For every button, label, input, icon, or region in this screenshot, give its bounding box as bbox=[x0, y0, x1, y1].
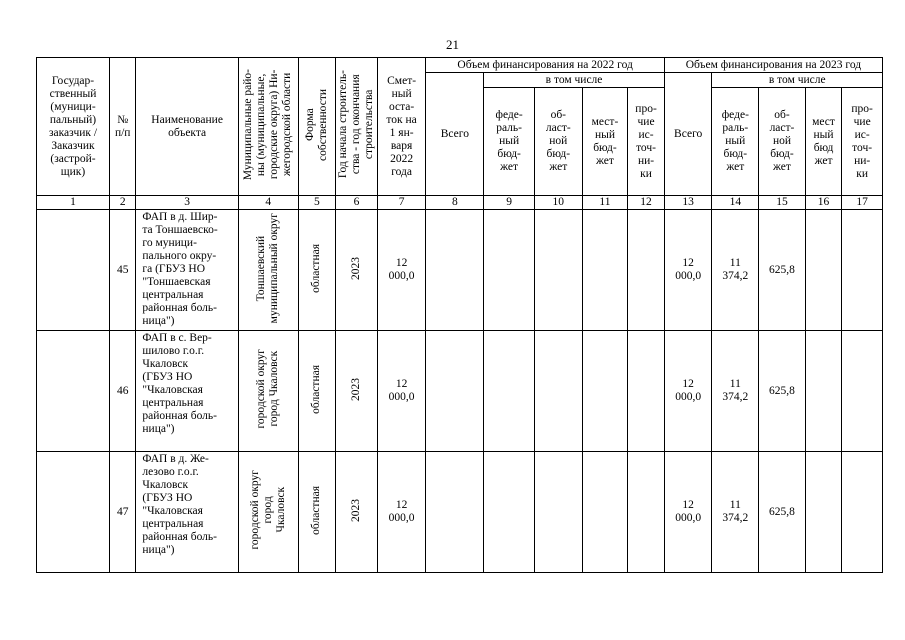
header-including-2022: в том числе bbox=[484, 73, 665, 88]
table-row bbox=[37, 452, 883, 573]
cell-municipality: Тоншаевский муниципальный округ bbox=[238, 210, 298, 331]
cell-other-2022 bbox=[628, 210, 665, 331]
col-number: 4 bbox=[238, 196, 298, 210]
col-number: 8 bbox=[426, 196, 484, 210]
header-fin-2023: Объем финансирования на 2023 год bbox=[664, 58, 882, 73]
cell-ownership: областная bbox=[298, 210, 336, 331]
cell-local-2023 bbox=[805, 452, 842, 573]
cell-year: 2023 bbox=[336, 210, 378, 331]
cell-ownership: областная bbox=[298, 331, 336, 452]
header-other-2023: про- чие ис- точ- ни- ки bbox=[842, 88, 883, 196]
cell-other-2023 bbox=[842, 452, 883, 573]
cell-estimate: 12 000,0 bbox=[377, 331, 426, 452]
col-number: 1 bbox=[37, 196, 110, 210]
cell-local-2022 bbox=[582, 331, 628, 452]
header-regional-2023: об- ласт- ной бюд- жет bbox=[759, 88, 806, 196]
header-local-2022: мест- ный бюд- жет bbox=[582, 88, 628, 196]
cell-year: 2023 bbox=[336, 331, 378, 452]
cell-object-name: ФАП в д. Же- лезово г.о.г. Чкаловск (ГБУЗ НО "Чкаловская центральная районная боль- ница") bbox=[136, 452, 238, 573]
header-local-2023: мест ный бюд жет bbox=[805, 88, 842, 196]
header-total-2022: Всего bbox=[426, 73, 484, 196]
cell-estimate: 12 000,0 bbox=[377, 452, 426, 573]
col-number: 3 bbox=[136, 196, 238, 210]
cell-customer bbox=[37, 331, 110, 452]
table-row bbox=[37, 331, 883, 452]
cell-regional-2022 bbox=[534, 331, 582, 452]
cell-num: 46 bbox=[110, 331, 136, 452]
cell-other-2023 bbox=[842, 210, 883, 331]
cell-customer bbox=[37, 210, 110, 331]
cell-regional-2023: 625,8 bbox=[759, 452, 806, 573]
cell-object-name: ФАП в с. Вер- шилово г.о.г. Чкаловск (ГБУЗ НО "Чкаловская центральная районная боль- ница") bbox=[136, 331, 238, 452]
cell-other-2022 bbox=[628, 452, 665, 573]
col-number: 7 bbox=[377, 196, 426, 210]
header-fin-2022: Объем финансирования на 2022 год bbox=[426, 58, 664, 73]
cell-total-2023: 12 000,0 bbox=[664, 452, 712, 573]
col-number: 15 bbox=[759, 196, 806, 210]
cell-year: 2023 bbox=[336, 452, 378, 573]
col-number: 14 bbox=[712, 196, 759, 210]
header-total-2023: Всего bbox=[664, 73, 712, 196]
cell-regional-2022 bbox=[534, 452, 582, 573]
cell-local-2023 bbox=[805, 331, 842, 452]
cell-local-2022 bbox=[582, 210, 628, 331]
col-number: 10 bbox=[534, 196, 582, 210]
table-row bbox=[37, 210, 883, 331]
col-number: 9 bbox=[484, 196, 535, 210]
header-ownership: Форма собственности bbox=[298, 58, 336, 196]
cell-ownership: областная bbox=[298, 452, 336, 573]
col-number: 11 bbox=[582, 196, 628, 210]
cell-num: 47 bbox=[110, 452, 136, 573]
cell-municipality: городской округ город Чкаловск bbox=[238, 452, 298, 573]
col-number: 6 bbox=[336, 196, 378, 210]
cell-other-2022 bbox=[628, 331, 665, 452]
cell-local-2022 bbox=[582, 452, 628, 573]
cell-total-2022 bbox=[426, 452, 484, 573]
cell-total-2022 bbox=[426, 331, 484, 452]
header-num: № п/п bbox=[110, 58, 136, 196]
header-federal-2022: феде- раль- ный бюд- жет bbox=[484, 88, 535, 196]
cell-estimate: 12 000,0 bbox=[377, 210, 426, 331]
col-number: 2 bbox=[110, 196, 136, 210]
col-number: 13 bbox=[664, 196, 712, 210]
col-number: 12 bbox=[628, 196, 665, 210]
col-number: 5 bbox=[298, 196, 336, 210]
header-regional-2022: об- ласт- ной бюд- жет bbox=[534, 88, 582, 196]
cell-object-name: ФАП в д. Шир- та Тоншаевско- го муници- пального окру- га (ГБУЗ НО "Тоншаевская центральная районная боль- ница") bbox=[136, 210, 238, 331]
col-number: 16 bbox=[805, 196, 842, 210]
cell-federal-2022 bbox=[484, 331, 535, 452]
cell-federal-2022 bbox=[484, 452, 535, 573]
cell-regional-2022 bbox=[534, 210, 582, 331]
cell-regional-2023: 625,8 bbox=[759, 210, 806, 331]
cell-num: 45 bbox=[110, 210, 136, 331]
cell-local-2023 bbox=[805, 210, 842, 331]
header-including-2023: в том числе bbox=[712, 73, 883, 88]
cell-federal-2023: 11 374,2 bbox=[712, 331, 759, 452]
cell-federal-2022 bbox=[484, 210, 535, 331]
cell-municipality: городской округ город Чкаловск bbox=[238, 331, 298, 452]
header-object-name: Наименование объекта bbox=[136, 58, 238, 196]
header-customer: Государ- ственный (муници- пальный) заказчик / Заказчик (застрой- щик) bbox=[37, 58, 110, 196]
cell-total-2023: 12 000,0 bbox=[664, 331, 712, 452]
financing-table bbox=[36, 57, 883, 573]
header-municipality: Муниципальные райо- ны (муниципальные, городские округа) Ни- жегородской области bbox=[238, 58, 298, 196]
cell-regional-2023: 625,8 bbox=[759, 331, 806, 452]
header-other-2022: про- чие ис- точ- ни- ки bbox=[628, 88, 665, 196]
cell-federal-2023: 11 374,2 bbox=[712, 452, 759, 573]
cell-federal-2023: 11 374,2 bbox=[712, 210, 759, 331]
cell-total-2022 bbox=[426, 210, 484, 331]
page-number: 21 bbox=[446, 37, 459, 52]
header-federal-2023: феде- раль- ный бюд- жет bbox=[712, 88, 759, 196]
col-number: 17 bbox=[842, 196, 883, 210]
header-years: Год начала строитель- ства - год окончания строительства bbox=[336, 58, 378, 196]
cell-customer bbox=[37, 452, 110, 573]
cell-other-2023 bbox=[842, 331, 883, 452]
header-estimate: Смет- ный оста- ток на 1 ян- варя 2022 года bbox=[377, 58, 426, 196]
cell-total-2023: 12 000,0 bbox=[664, 210, 712, 331]
